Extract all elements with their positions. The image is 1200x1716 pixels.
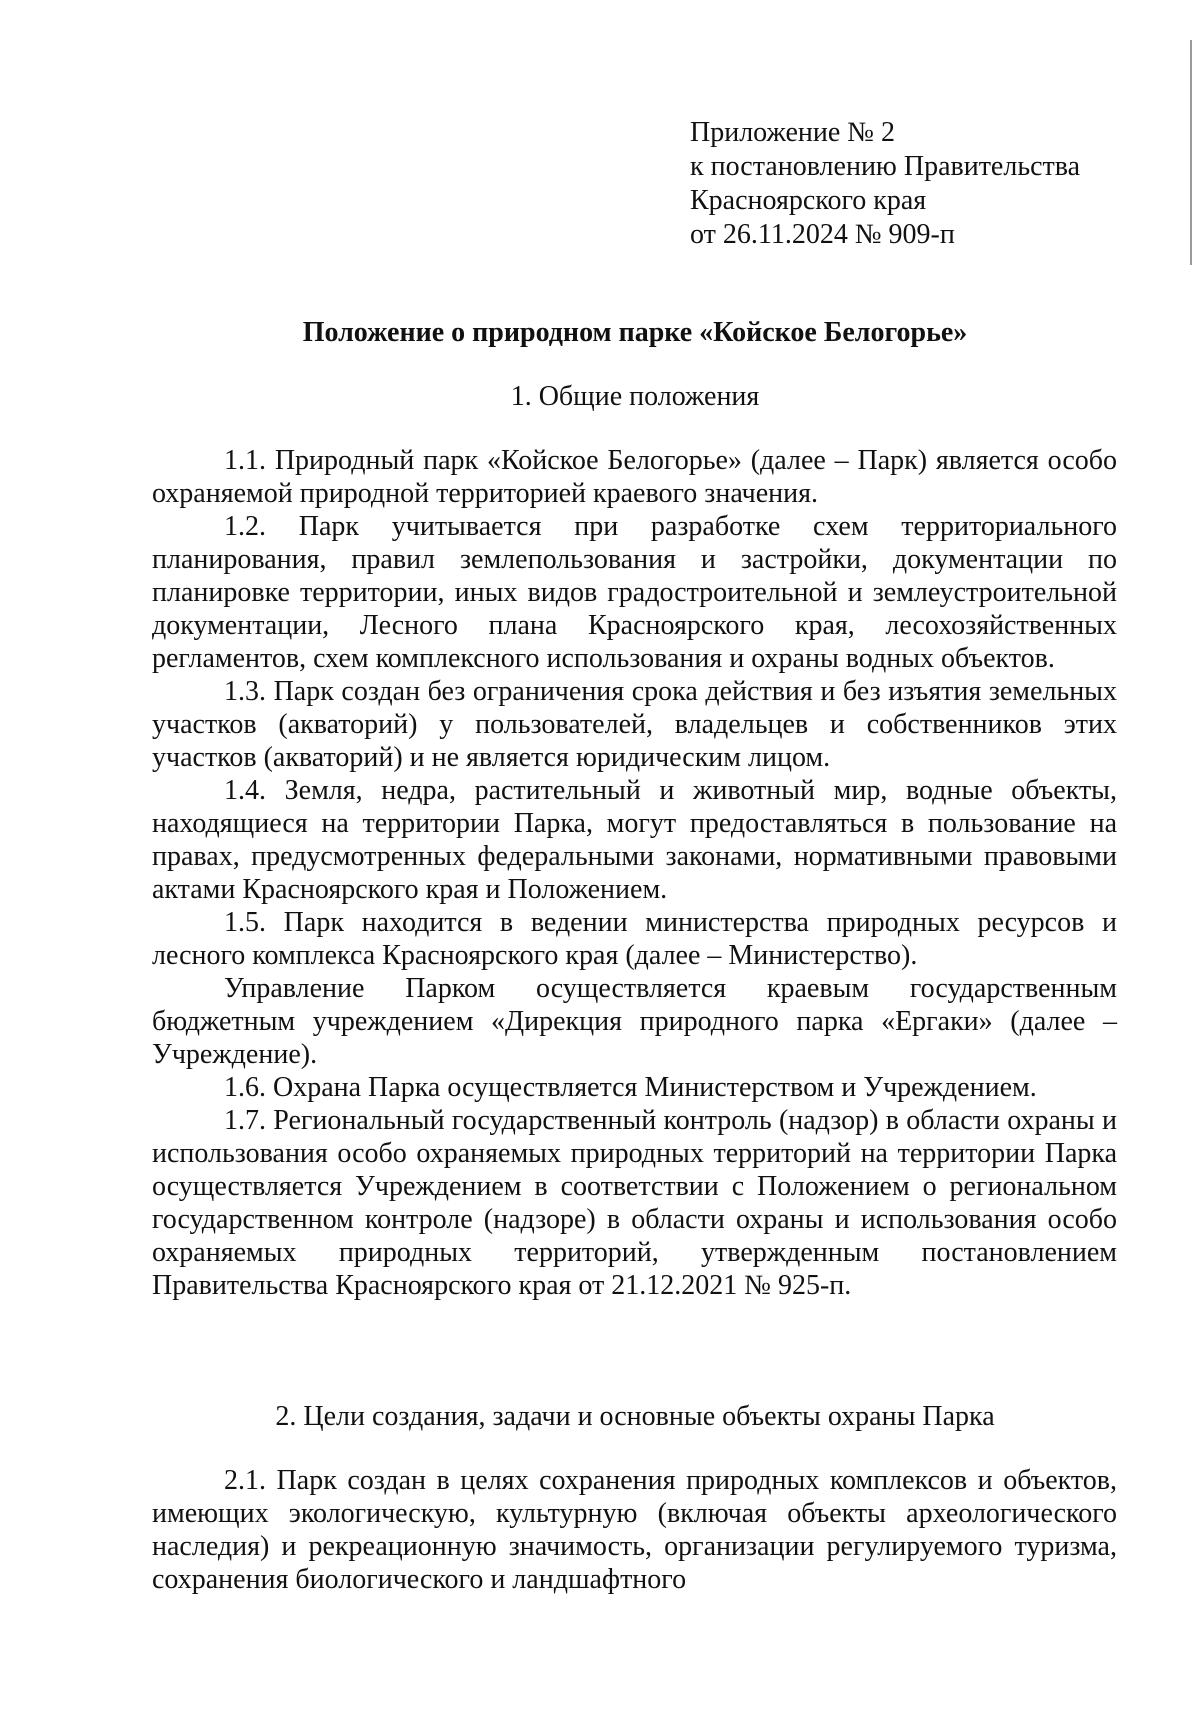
section-body — [152, 1464, 1117, 1596]
section-body — [152, 444, 1117, 1302]
paragraph: 1.7. Региональный государственный контроль (надзор) в области охраны и использования особо охраняемых природных территорий на территории Парка осуществляется Учреждением в соответствии с Положением о региональном государственном контроле (надзоре) в области охраны и использования особо охраняемых природных территорий, утвержденным постановлением Правительства Красноярского края от 21.12.2021 № 925-п. — [152, 1105, 1117, 1301]
appendix-line: к постановлению Правительства — [690, 151, 1081, 182]
appendix-block — [690, 116, 1150, 252]
paragraph: 1.3. Парк создан без ограничения срока действия и без изъятия земельных участков (акваторий) у пользователей, владельцев и собственников этих участков (акваторий) и не является юридическим лицом. — [152, 676, 1117, 773]
paragraph: Управление Парком осуществляется краевым государственным бюджетным учреждением «Дирекция природного парка «Ергаки» (далее – Учреждение). — [152, 973, 1117, 1070]
scan-edge-line — [1190, 40, 1192, 265]
paragraph: 1.4. Земля, недра, растительный и животный мир, водные объекты, находящиеся на территории Парка, могут предоставляться в пользование на правах, предусмотренных федеральными законами, нормативными правовыми актами Красноярского края и Положением. — [152, 775, 1117, 905]
paragraph: 1.5. Парк находится в ведении министерства природных ресурсов и лесного комплекса Красноярского края (далее – Министерство). — [152, 907, 1117, 971]
document-title: Положение о природном парке «Койское Белогорье» — [302, 317, 968, 348]
section-heading: 2. Цели создания, задачи и основные объекты охраны Парка — [275, 1401, 995, 1432]
paragraph: 1.6. Охрана Парка осуществляется Министерством и Учреждением. — [224, 1072, 1037, 1103]
paragraph: 1.1. Природный парк «Койское Белогорье» (далее – Парк) является особо охраняемой природной территорией краевого значения. — [152, 445, 1117, 509]
appendix-line: Красноярского края — [690, 185, 927, 216]
appendix-line: от 26.11.2024 № 909-п — [690, 219, 955, 250]
paragraph: 2.1. Парк создан в целях сохранения природных комплексов и объектов, имеющих экологическую, культурную (включая объекты археологического наследия) и рекреационную значимость, организации регулируемого туризма, сохранения биологического и ландшафтного — [152, 1465, 1117, 1595]
paragraph: 1.2. Парк учитывается при разработке схем территориального планирования, правил землепользования и застройки, документации по планировке территории, иных видов градостроительной и землеустроительной документации, Лесного плана Красноярского края, лесохозяйственных регламентов, схем комплексного использования и охраны водных объектов. — [152, 511, 1117, 674]
appendix-line: Приложение № 2 — [690, 117, 895, 148]
section-heading: 1. Общие положения — [510, 381, 760, 412]
